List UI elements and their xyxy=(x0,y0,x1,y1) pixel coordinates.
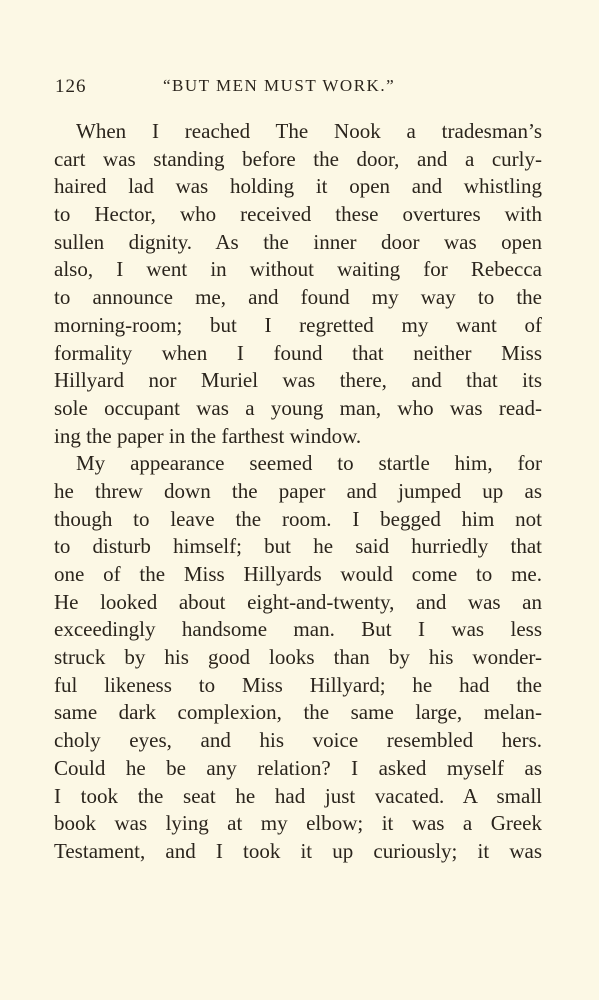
text-line: ful likeness to Miss Hillyard; he had the xyxy=(54,672,542,697)
text-line: He looked about eight-and-twenty, and was an xyxy=(54,589,542,614)
text-line: exceedingly handsome man. But I was less xyxy=(54,617,542,642)
text-line: book was lying at my elbow; it was a Greek xyxy=(54,811,542,836)
text-line: to announce me, and found my way to the xyxy=(54,285,542,310)
text-line: sole occupant was a young man, who was read- xyxy=(54,395,542,420)
text-line: choly eyes, and his voice resembled hers. xyxy=(54,728,542,753)
running-head xyxy=(55,76,543,102)
text-line: also, I went in without waiting for Rebecca xyxy=(54,257,542,282)
text-line: to Hector, who received these overtures with xyxy=(54,202,542,227)
text-line: When I reached The Nook a tradesman’s xyxy=(76,119,542,143)
text-line: cart was standing before the door, and a curly- xyxy=(54,146,542,171)
text-line: morning-room; but I regretted my want of xyxy=(54,312,542,337)
text-line: struck by his good looks than by his wonder- xyxy=(54,645,542,670)
text-line: though to leave the room. I begged him not xyxy=(54,506,542,531)
text-line: one of the Miss Hillyards would come to me. xyxy=(54,562,542,586)
running-title: “BUT MEN MUST WORK.” xyxy=(163,76,396,95)
text-line: same dark complexion, the same large, melan- xyxy=(54,700,542,725)
body-text xyxy=(54,118,542,866)
text-line: haired lad was holding it open and whistling xyxy=(54,174,542,199)
text-line: Testament, and I took it up curiously; it was xyxy=(54,838,542,863)
text-line: Hillyard nor Muriel was there, and that its xyxy=(54,368,542,393)
text-line: My appearance seemed to startle him, for xyxy=(76,451,542,476)
text-line: sullen dignity. As the inner door was open xyxy=(54,229,542,254)
text-line: formality when I found that neither Miss xyxy=(54,340,542,365)
text-line: to disturb himself; but he said hurriedly that xyxy=(54,534,542,559)
text-line: I took the seat he had just vacated. A small xyxy=(54,783,542,808)
text-line: he threw down the paper and jumped up as xyxy=(54,478,542,503)
text-line: ing the paper in the farthest window. xyxy=(54,423,362,448)
text-line: Could he be any relation? I asked myself as xyxy=(54,755,542,780)
page-number: 126 xyxy=(55,76,87,97)
